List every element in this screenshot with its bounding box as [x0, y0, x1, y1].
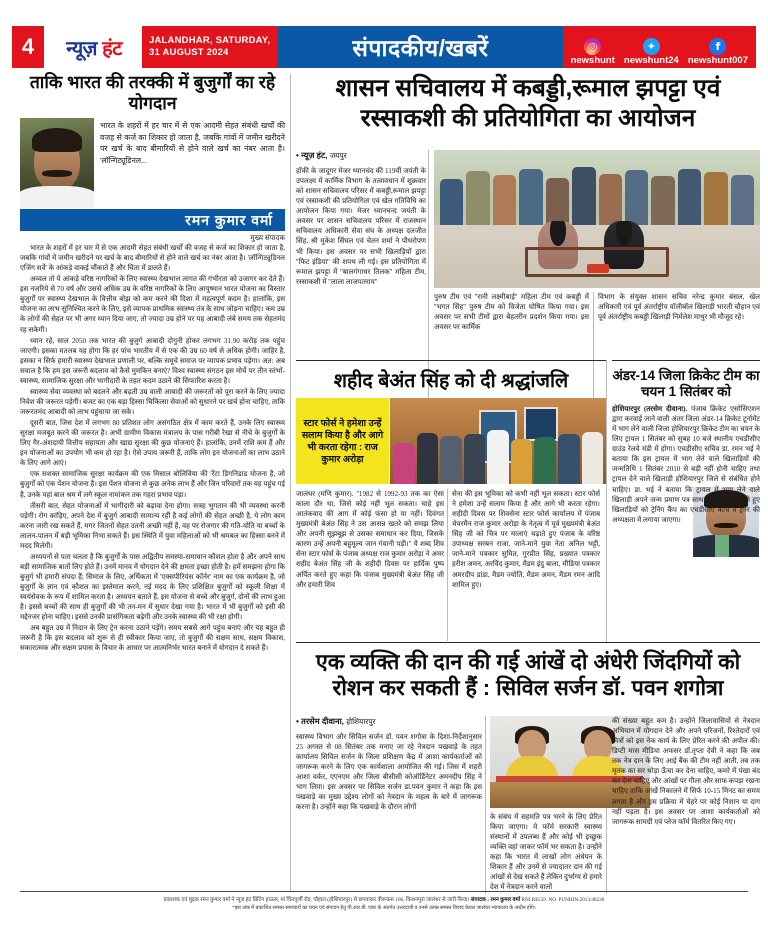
story4-byline-source: तरसेम दीवाना, — [301, 717, 344, 726]
date-line-2: 31 AUGUST 2024 — [149, 47, 229, 58]
date-line-1: JALANDHAR, SATURDAY, — [149, 35, 271, 47]
editorial-para: अध्ययनों से पता चलता है कि बुजुर्गों के पास अद्वितीय समस्या-समाधान कौशल होता है और अपने साथ बड़ी सामाजिक बातों लिए होते हैं। उनमें मानव में योगदान देने की क्षमता इच्छा होती है। हमें समझना होगा कि बुजुर्ग भी हमारी संपदा हैं; सिमाल के लिए, अर्थिकता में 'एक्सपीरियंस कॉर्नर' नाम का एक कार्यक्रम है, जो बुजुर्गों के ज्ञान एवं कौशल का इस्तेमाल करने, नई मदद के लिए प्रशिक्षित बुजुर्गों को स्कूली शिक्षा में स्वयंसेवक के रूप में शामिल करता है। अध्ययन बताते हैं, इस योजना से बच्चे और बुजुर्ग, दोनों की लाभ हुआ है। इससे बच्चों की साथ ही बुजुर्गों की भी तन-मन में सुधार देखा गया है। भारत में भी बुजुर्गों को इसी की मद्देनजर होना चाहिए। इससे उनकी प्रासंगिकता बढ़ेगी और उनके स्वास्थ्य की भी रक्षा होगी। — [20, 552, 285, 622]
story3-body-text: पंजाब क्रिकेट एसोसिएशन द्वारा करवाई जाने वाली अंतर जिला अंडर-14 क्रिकेट टूर्नामेंट में भाग लेने वाली जिला होशियारपुर क्रिकेट टीम का चयन के लिए ट्रायल 1 सितंबर को सुबह 10 बजे स्थानीय एचडीसीए ग्राउंड रेलवे मंडी में होगा। एचडीसीए सचिव डा. रमन भई ने बताया कि इस ट्रायल में भाग लेने वाले खिलाड़ियों की जन्मतिथि 1 सितंबर 2010 से बड़ी नहीं होनी चाहिए तथा ट्रायल देने वाले खिलाड़ी होशियारपुर जिले से संबंधित होने चाहिए। डा. भई ने बताया कि ट्रायल में भाग लेने वाले खिलाड़ी अपने जन्म प्रमाण पत्र साथ लेकर आएंगे। चुने हुए खिलाड़ियों को ट्रेनिंग कैंप का एचडीसीए कोच व ट्रेनर की अध्यक्षता में लगाया जाएगा। — [612, 405, 760, 524]
tribute-group — [390, 422, 606, 484]
editorial-para: दूसरी बात, जिस देश में लगभग 80 प्रतिशत लोग असंगठित क्षेत्र में काम करते हैं, उनके लिए स्वास्थ्य सुरक्षा मजबूत करने की जरूरत है। अभी ग्रामीण विकास मंत्रालय के पास गरीबी रेखा से नीचे के बुजुर्गों के लिए गैर-अंशदायी वित्तीय सहायता और खाद्य सुरक्षा की कुछ योजनाएं हैं। हालांकि, उनमें राशि कम हैं और इन योजनाओं का उपयोग भी कम हो रहा है। ऐसे उपाय जरूरी हैं, ताकि लोग इन योजनाओं का लाभ उठाने के लिए आगे आएं। — [20, 419, 285, 468]
story1-body-col1: हॉकी के जादूगर मेजर ध्यानचंद की 119वीं जयंती के उपलक्ष्य में कार्मिक विभाग के तत्वावधान में शुक्रवार को शासन सचिवालय परिसर में कबड्डी,रूमाल झपट्टा एवं रस्साकशी की प्रतियोगिता एवं खेल गतिविधि का आयोजन किया गया। मेजर ध्यानचन्द जयंती के अवसर पर शासन सचिवालय परिसर में राजस्थान सचिवालय अधिकारी सेवा संघ के अध्यक्ष दलजीत सिंह, श्री मुकेश सिंघल एवं चेतन शर्मा ने पौधरोपण भी किया। इस अवसर पर सभी खिलाड़ियों द्वारा ''फिट इंडिया'' की शपथ ली गई। इस प्रतियोगिता में रूमाल झपट्टा में ''बालगंगाधर तिलक'' महिला टीम, रस्साकशी में ''लाला लाजपतराय'' — [296, 167, 426, 286]
editorial-para: भारत के शहरों में हर चार में से एक आदमी सेहत संबंधी खर्चों की वजह से कर्ज का शिकार हो जाता है, जबकि गांवों में जमीन खरीदने पर खर्च के बाद बीमारियों से होने वाले खर्च का नंबर आता है। 'लॉन्गिट्यूडिनल एजिंग सर्वे' के आंकड़े वाकई चौंकाते हैं और चिंता में डालते हैं। — [20, 244, 285, 273]
social-handle-facebook: newshunt007 — [687, 54, 748, 66]
editorial-para: तीसरी बात, सेहत योजनाओं में भागीदारी को बढ़ावा देना होगा। सत्रह भुगतान की भी व्यवस्था करनी पड़ेगी। रोग कांड़िए, अपने देश में बुजुर्ग आबादी सामान्य रहीं है कई लोगों की सेहत अच्छी है, ये लोग काम करना जारी रख सकते हैं, मगर जितनों सेहत उतनी अच्छी नहीं है, वह पर रोजगार की गति-योति या बच्चों के लालन-पालन में बड़ी भूमिका निभा सकते हैं। इस स्थिति में युवा महिलाओं को भी श्रमबल का हिस्सा बनने में मदद मिलेगी। — [20, 501, 285, 550]
editorial-para: स्वास्थ्य सेवा व्यवस्था को बदलने और बढ़ती उम्र वाली आबादी की जरूरतों को पूरा करने के लिए ज्यादा निवेश की जरूरत पड़ेगी। बजट का एक बड़ा हिस्सा चिकित्सा सेवाओं को सुधारने पर खर्च होना चाहिए, ताकि जरूरतमंद आबादी को लाभ पहुंचाया जा सके। — [20, 387, 285, 416]
story2-column-1 — [296, 489, 444, 641]
editor-name-bar — [20, 209, 285, 231]
story3-body — [612, 404, 760, 642]
story2-body-col2: सेना की इस भूमिका को कभी नहीं भूल सकता। स्टार फोर्स ने हमेशा उन्हें सलाम किया है और आगे भी करता रहेगा। शहीदी दिवस पर शिवसेना स्टार फोर्स कार्यालय में पंजाब चेयरमैन राज कुमार अरोड़ा के नेतृत्व में पूर्व मुख्यमंत्री बेअंत सिंह जी को चित्र पर मालाएं चढ़ाते हुए पंजाब के वरिष्ठ उपाध्यक्ष सरबन राजा, जाने-माने युवा नेता अनिल भट्टी, जाने-माने पत्रकार सुमित, गुरप्रीत सिंह, प्रख्यात पत्रकार हरीश अमन, अरविंद कुमार, मैडम इंदु बाला, मीडिया पत्रकार अमरदीप डांडा, मैडम ज्योति, मैडम अमन, मैडम रमन आदि शामिल हुए। — [452, 490, 600, 589]
column-rule-left — [290, 74, 291, 892]
story2-body-col1: जालंधर (मणि कुमार). ''1982 से 1992-93 तक का ऐसा काला दौर था, जिसे कोई नहीं भूल सकता। चाहे इस आतंकवाद की आग में कोई फंसा हो या नहीं। दिवंगत मुख्यमंत्री बेअंत सिंह ने उस आसन्न खतरे को समझ लिया और अपनी सूझबूझ से उसका समाधान कर दिया, जिसके कारण उन्हें अपनी बहुमूल्य जान गंवानी पड़ी।'' ये शब्द शिव सेना स्टार फोर्स के पंजाब अध्यक्ष राज कुमार अरोड़ा ने अमर शहीद बेअंत सिंह जी के शहीदी दिवस पर हार्दिक पुष्प अर्पित करते हुए कहा कि पंजाब मुख्यमंत्री बेअंत सिंह जी और हमारी शिव — [296, 490, 444, 589]
editorial-headline: ताकि भारत की तरक्की में बुजुर्गों का रहे योगदान — [29, 72, 276, 113]
story2-pull-quote — [296, 398, 389, 484]
story2-photo — [390, 398, 606, 484]
story4-column-1 — [296, 716, 482, 894]
editorial-body — [20, 243, 285, 895]
logo-text-part2: हंट — [102, 37, 122, 60]
story2-headline: शहीद बेअंत सिंह को दी श्रद्धांजलि — [333, 370, 569, 392]
footer-editor-label: संपादक : रमन कुमार वर्मा — [470, 897, 521, 903]
instagram-icon: ◎ — [584, 38, 601, 55]
story1-byline — [296, 150, 426, 161]
editor-role: मुख्य संपादक — [250, 234, 285, 242]
social-handle-twitter: newshunt24 — [623, 54, 679, 66]
social-handles — [563, 26, 756, 68]
social-handle-instagram: newshunt — [570, 54, 615, 66]
editor-name: रमन कुमार वर्मा — [185, 211, 273, 228]
editorial-lead: भारत के शहरों में हर चार में से एक आदमी सेहत संबंधी खर्चों की वजह से कर्ज का शिकार हो जाता है, जबकि गांवों में जमीन खरीदने पर खर्च के बाद बीमारियों से होने वाले खर्च का नंबर आता है। 'लॉन्गिट्यूडिनल... — [100, 121, 285, 166]
social-twitter[interactable] — [624, 38, 679, 66]
editor-photo — [20, 118, 94, 208]
logo-text-part1: न्यूज़ — [66, 37, 98, 60]
facebook-icon: f — [709, 38, 726, 55]
story4-body-col1: स्वास्थ्य विभाग और सिविल सर्जन डॉ. पवन शगोत्रा के दिशा-निर्देशानुसार 25 अगस्त से 08 सितंबर तक मनाए जा रहे नेत्रदान पखवाड़े के तहत कार्यालय सिविल सर्जन के जिला प्रशिक्षण केंद्र में आशा कार्यकर्ताओं को जागरूक करने के लिए एक कार्यशाला आयोजित की गई। जिस में शहरी आशा वर्कर, एएनएम और जिला बीसीसी कोऑर्डिनेटर अमनदीप सिंह ने भाग लिया। इस अवसर पर सिविल सर्जन डा.पवन कुमार ने कहा कि इस पखवाड़े का मुख्य उद्देश्य लोगों को नेत्रदान के महत्व के बारे में जागरूक करना है। उन्होंने कहा कि पखवाड़े के दौरान लोगों — [296, 733, 482, 812]
editorial-para: ध्यान रहे, साल 2050 तक भारत की बुजुर्ग आबादी दोगुनी होकर लगभग 31.90 करोड़ तक पहुंच जाएगी। इसका मतलब यह होगा कि हर पांच भारतीय में से एक की उम्र 60 वर्ष से अधिक होगी। जाहिर है, इसका न सिर्फ हमारी स्वास्थ्य देखभाल प्रणाली पर, बल्कि समूचे समाज पर व्यापक प्रभाव पड़ेगा। अत: अब सवाल है कि हम इस जरूरी बदलाव को कैसे मुमकिन बनाएं? विश्व स्वास्थ्य संगठन इस मोर्चे पर तीन स्तंभों- स्वास्थ्य, सामाजिक सुरक्षा और भागीदारी के तहत कदम उठाने की सिफारिश करता है। — [20, 336, 285, 385]
masthead — [12, 26, 756, 68]
story1-headline: शासन सचिवालय में कबड्डी,रूमाल झपट्टा एवं रस्साकशी की प्रतियोगिता का आयोजन — [335, 75, 721, 132]
divider-story4-top — [296, 642, 760, 643]
social-instagram[interactable] — [571, 38, 615, 66]
story1-body-col2: पुरुष टीम एवं ''रानी लक्ष्मीबाई'' महिला टीम एवं कबड्डी में ''भगत सिंह'' पुरुष टीम को विजेता घोषित किया गया। इस अवसर पर सभी टीमों द्वारा बेहतरीन प्रदर्शन किया गया। इस अवसर पर कार्मिक — [434, 293, 589, 332]
bullet-icon: • — [296, 717, 299, 726]
story3-byline — [612, 405, 760, 524]
section-title: संपादकीय/खबरें — [278, 26, 562, 68]
column-rule-s4a — [485, 716, 486, 894]
footer-rni-number: RNI REGD. NO. PUNHIN/2013/48236 — [521, 897, 605, 903]
crowd-figures — [434, 161, 760, 224]
story1-photo — [434, 150, 760, 288]
editorial-para: अब बहुत उम्र में निदान के लिए ट्रेन करना उठाने पड़ेंगे। समय सबसे आगे पहुंच बनाएं और यह बहुत ही जरूरी है कि इस बदलाव को शुरू से ही स्वीकार किया जाए, तो बुजुर्गों की सक्षम साथ, सक्षम विकास, सकारात्मक और सक्षम प्रयास के विचार के आधार पर आत्मनिर्भर भारत बनाने में योगदान दे सकते हैं। — [20, 624, 285, 653]
story2-column-2 — [452, 489, 600, 641]
editorial-para: एक सशक्त सामाजिक सुरक्षा कार्यक्रम की एक मिसाल बोलिविया की 'रेंटा डिगनिडाड योजना है, जो बुजुर्गों को एक पेंशन योजना है। इस पेंशन योजना से कुछ अनेक लाभ हैं और जिन परिवारों तक यह पहुंच गई है, उनके यहां बाल श्रम में लगे स्कूल नामांकन तक गहरा प्रभाव पड़ा। — [20, 470, 285, 499]
story4-column-2 — [490, 812, 602, 894]
editorial-para: अव्वल तो ये आंकड़े वरिष्ठ नागरिकों के लिए स्वास्थ्य देखभाल लागत की गंभीरता को उजागर कर देते हैं। इस नजरिये से 70 वर्ष और उससे अधिक उम्र के वरिष्ठ नागरिकों के लिए आयुष्मान भारत योजना का विस्तार बुजुर्गों पर स्वास्थ्य देखभाल के वित्तीय बोझ को कम करने की दिशा में महत्वपूर्ण कदम है। हालांकि, इस योजना का लाभ सुनिश्चित करने के लिए, इसे व्यापक प्राथमिक स्वास्थ्य तंत्र के साथ जोड़ना चाहिए। कम उम्र के लोगों की सेहत पर भी अगर ध्यान दिया जाए, तो ज्यादा उम्र होने पर यह आबादी लंबे समय तक सेहतमंद रह सकेगी। — [20, 275, 285, 334]
social-facebook[interactable] — [688, 38, 748, 66]
edition-date — [142, 26, 278, 68]
story4-body-col2: के संबंध में सहमति पत्र भरने के लिए प्रेरित किया जाएगा। ये फॉर्म सरकारी स्वास्थ्य संस्थानों में उपलब्ध हैं और कोई भी इच्छुक व्यक्ति वहां जाकर फॉर्म भर सकता है। उन्होंने कहा कि भारत में लाखों लोग अंधेपन के शिकार हैं और उनमें से ज्यादातर दान की गई आंखों से देख सकते हैं लेकिन दुर्भाग्य से हमारे देश में नेत्रदान करने वालों — [490, 813, 602, 892]
story1-byline-source: न्यूज़ हंट, — [301, 151, 328, 160]
page-number: 4 — [12, 26, 46, 68]
footer-legal-note: *इस अंक में प्रकाशित समस्त समाचारों का चयन एवं संपादन हेतु पी.आर.बी. एक्ट के अंतर्गत उत्तरदायी व उनसे उत्पन्न समस्त विवाद केवल जालंधर न्यायालय के अधीन होंगे। — [232, 904, 536, 911]
story4-body-col3: की संख्या बहुत कम है। उन्होंने जिलावासियों से नेत्रदान अभियान में योगदान देने और अपने परिजनों, रिश्तेदारों एवं मित्रों को इस नेक कार्य के लिए प्रेरित करने की अपील की। डिप्टी मास मीडिया अफसर डॉ.तृप्ता देवी ने कहा कि जब तक नेत्र दान के लिए आई बैंक की टीम नहीं आती, तब तक मृतक का सर थोड़ा ऊँचा कर देना चाहिए, कमरे में पंखा बंद कर देना चाहिए और आंखों पर गीला और साफ कपड़ा रखना चाहिए ताकि आंखें निकालने में सिर्फ 10-15 मिनट का समय लगता है और इस प्रक्रिया में चेहरे पर कोई निशान या दाग नहीं पड़ता है। इस अवसर पर आशा कार्यकर्ताओं को जागरूक सामग्री एवं प्लेज फॉर्म वितरित किए गए। — [612, 717, 760, 826]
story4-byline-city: होशियारपुर — [346, 717, 376, 726]
story3-byline-city: होशियारपुर (तरसेम दीवाना). — [612, 405, 688, 413]
column-rule-s2 — [447, 489, 448, 641]
footer-imprint — [20, 896, 748, 912]
story2-pull-quote-text: स्टार फोर्स ने हमेशा उन्हें सलाम किया है और आगे भी करता रहेगा : राज कुमार अरोड़ा — [301, 417, 384, 465]
story4-headline: एक व्यक्ति की दान की गई आंखें दो अंधेरी जिंदगियों को रोशन कर सकती हैं : सिविल सर्जन डॉ. पवन शगोत्रा — [315, 650, 741, 700]
story1-byline-city: जयपुर — [329, 151, 347, 160]
bullet-icon: • — [296, 151, 299, 160]
twitter-icon: ✦ — [643, 38, 660, 55]
newspaper-logo — [46, 26, 142, 68]
story4-byline — [296, 716, 482, 727]
story4-column-3 — [612, 716, 760, 894]
story3-headline: अंडर-14 जिला क्रिकेट टीम का चयन 1 सितंबर को — [612, 368, 760, 400]
footer-publisher-line: प्रकाशक एवं मुद्रक रमन कुमार वर्मा ने न्यूज़ हंट प्रिंटिंग हाऊस, मां चिंतपूर्णी रोड, चौहाल (होशियारपुर) से छपवाकर वीरूकस 106, किशनपुरा जालंधर से जारी किया। — [163, 897, 470, 903]
story1-body-col3: विभाग के संयुक्त शासन सचिव नरेन्द्र कुमार बंसल, खेल अधिकारी एवं पूर्व अंतर्राष्ट्रीय वॉलीबॉल खिलाड़ी भारती चौहान एवं पूर्व अंतर्राष्ट्रीय कबड्डी खिलाड़ी निर्मलेश माथुर भी मौजूद रहे। — [598, 293, 760, 322]
